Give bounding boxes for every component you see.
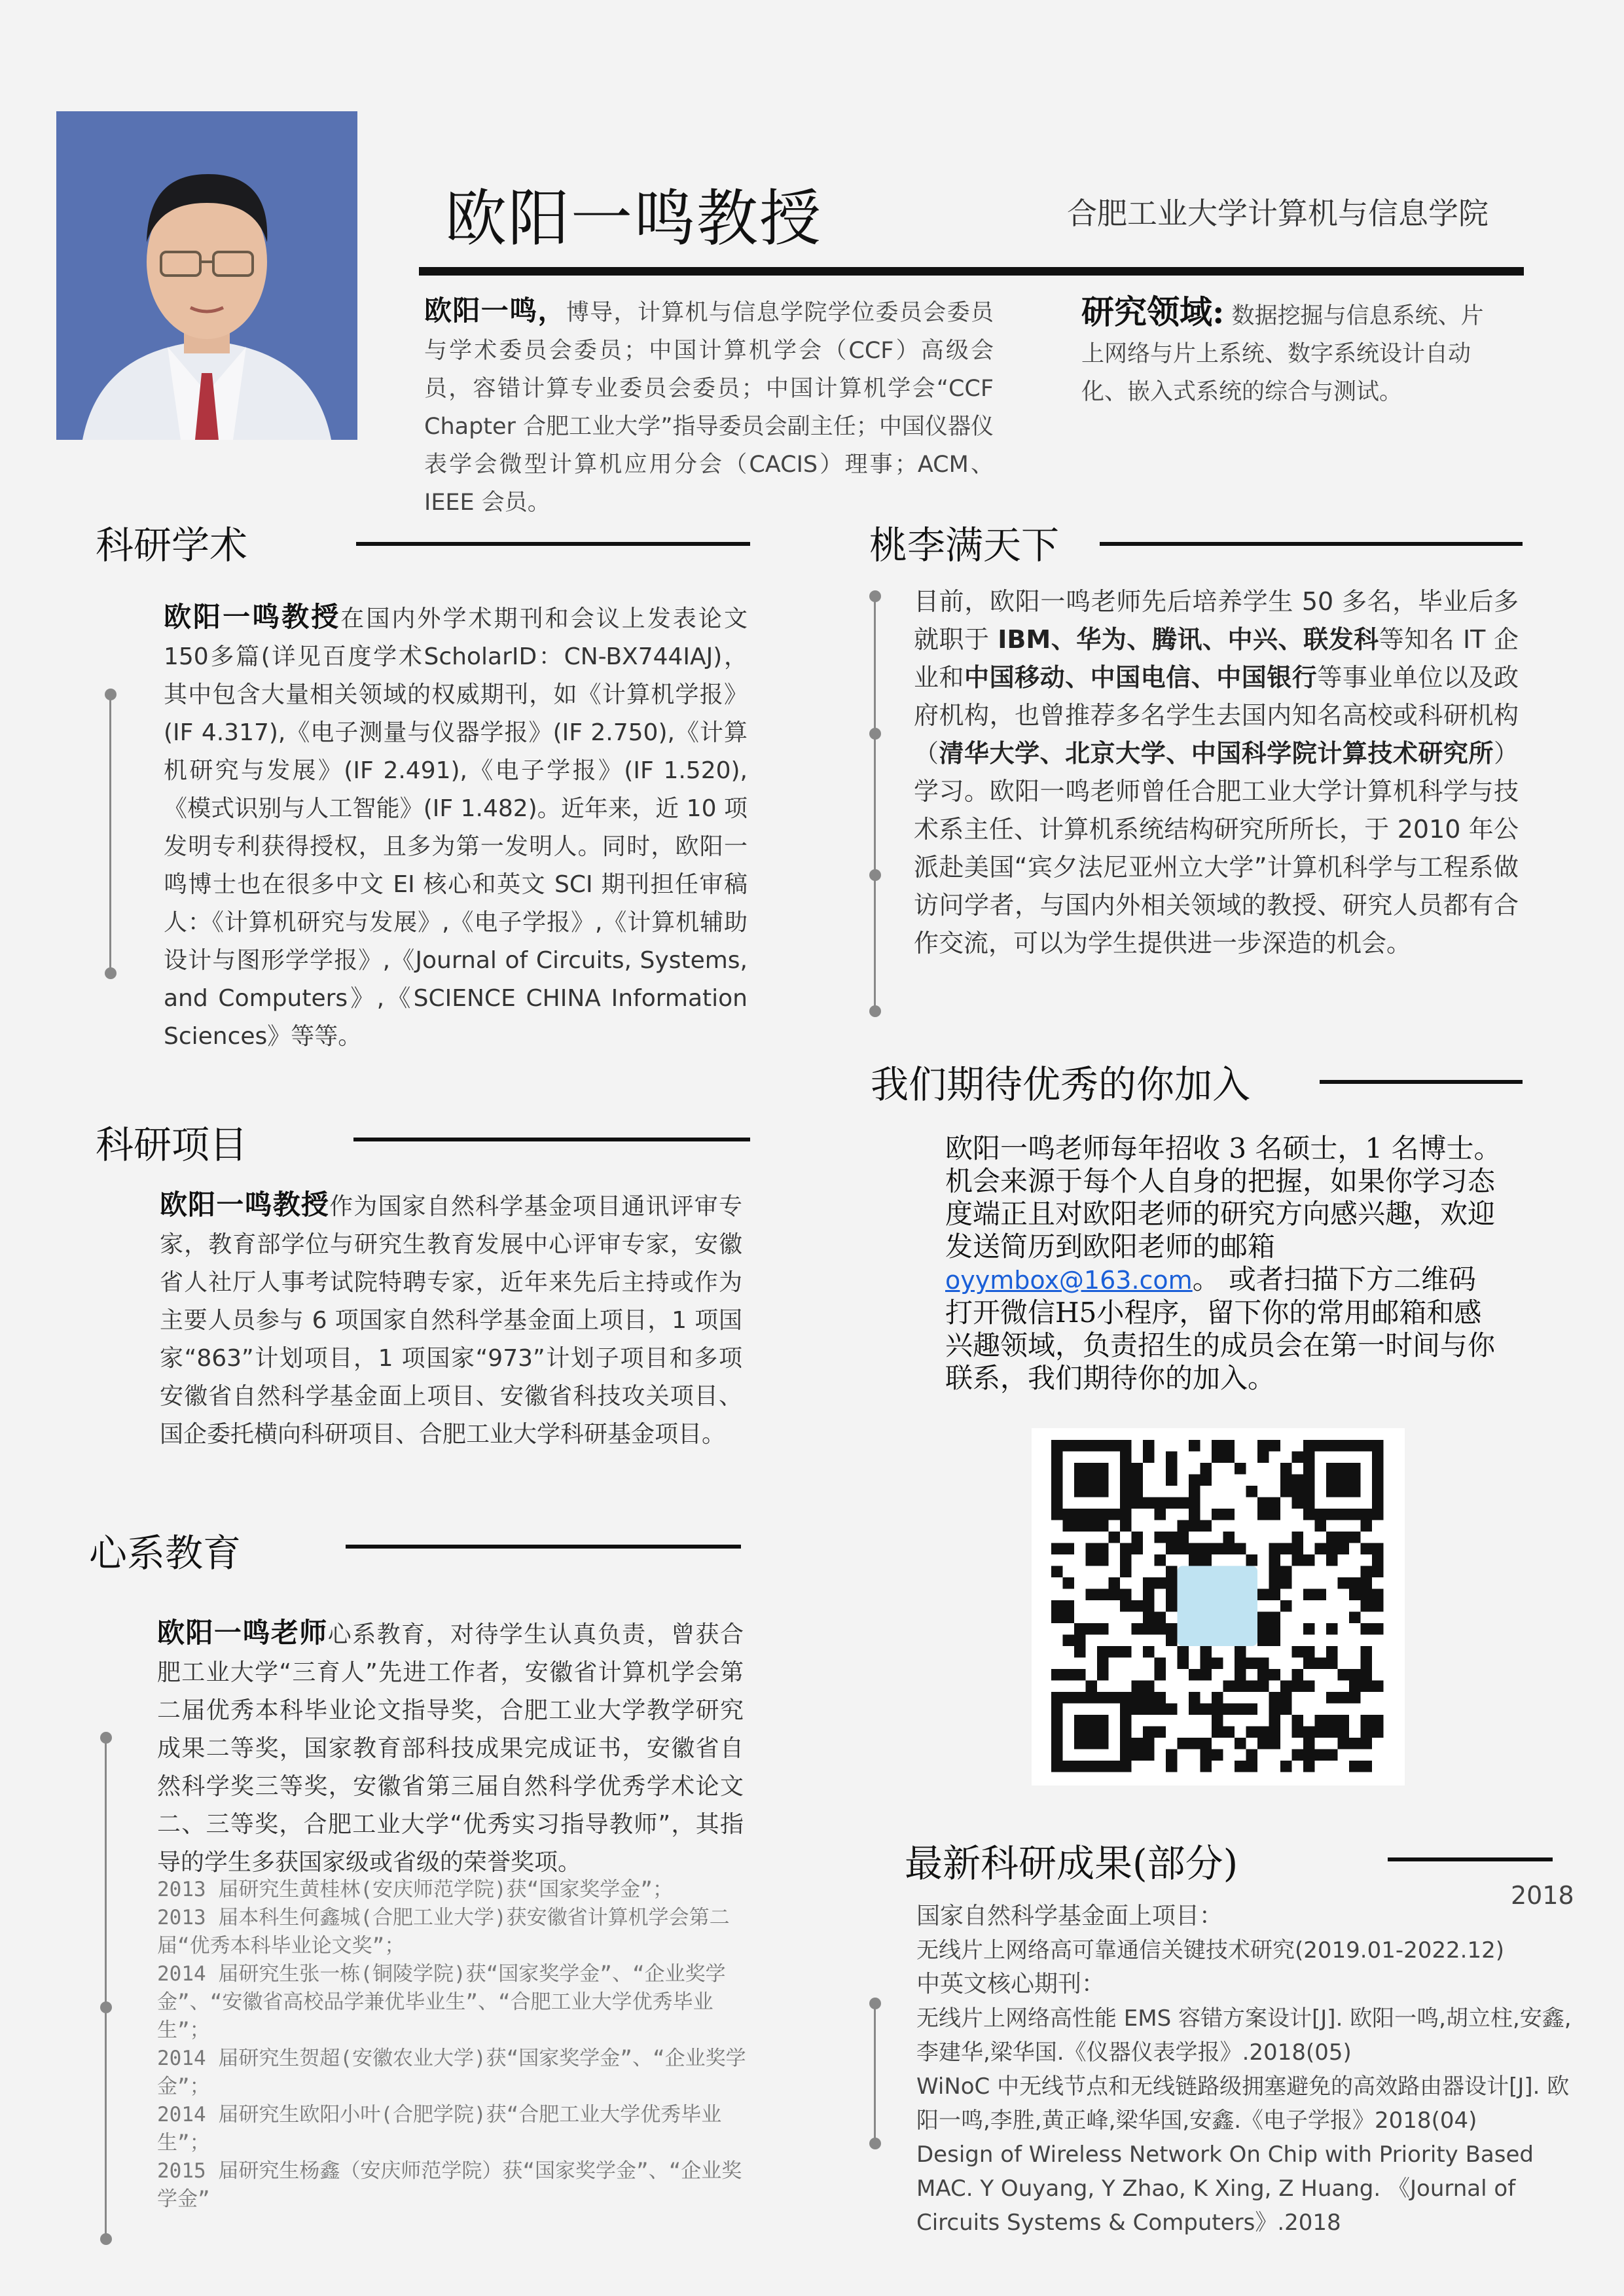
students-text: 目前，欧阳一鸣老师先后培养学生 50 多名，毕业后多就职于 (914, 587, 1519, 654)
section-divider (353, 1138, 750, 1141)
section-divider (1100, 542, 1523, 546)
email-link[interactable]: oyymbox@163.com (945, 1266, 1193, 1295)
academic-paragraph (164, 598, 748, 1056)
students-text: 等事业单位以及政府机构，也曾推荐多名学生去国内知名高校或科研机构（ (914, 663, 1519, 768)
section-divider (356, 542, 750, 546)
timeline-dot (869, 590, 881, 602)
projects-text: 作为国家自然科学基金项目通讯评审专家，教育部学位与研究生教育发展中心评审专家，安徽省人社厅人事考试院特聘专家，近年来先后主持或作为主要人员参与 6 项国家自然科学基金面上项目，1 项国家“863”计划项目，1 项国家“973”计划子项目和多项安徽省自然科学基金面上项目、安徽省科技攻关项目、国企委托横向科研项目、合肥工业大学科研基金项目。 (160, 1193, 742, 1448)
award-item: 2014 届研究生张一栋(铜陵学院)获“国家奖学金”、“企业奖学金”、“安徽省高校品学兼优毕业生”、“合肥工业大学优秀毕业生”； (157, 1962, 726, 2042)
academic-lead: 欧阳一鸣教授 (164, 601, 341, 633)
timeline-dot (869, 728, 881, 740)
research-fields (1081, 293, 1500, 411)
students-text: 等知名 IT 企业和 (914, 625, 1519, 692)
timeline-line (109, 694, 111, 975)
section-title-education: 心系教育 (89, 1531, 242, 1575)
profile-photo (56, 111, 357, 440)
results-nsf-item: 无线片上网络高可靠通信关键技术研究(2019.01-2022.12) (916, 1937, 1504, 1964)
award-item: 2015 届研究生杨鑫（安庆师范学院）获“国家奖学金”、“企业奖学金” (157, 2159, 742, 2211)
section-divider (346, 1545, 741, 1549)
timeline-dot (869, 1998, 881, 2009)
students-paragraph (914, 583, 1519, 962)
research-label: 研究领域: (1081, 293, 1225, 331)
intro-lead: 欧阳一鸣， (424, 295, 566, 327)
award-item: 2014 届研究生贺超(安徽农业大学)获“国家奖学金”、“企业奖学金”； (157, 2047, 746, 2098)
award-item: 2013 届本科生何鑫城(合肥工业大学)获安徽省计算机学会第二届“优秀本科毕业论文奖”； (157, 1906, 730, 1958)
timeline-dot (869, 2138, 881, 2149)
timeline-line (105, 1737, 107, 2241)
timeline-dot (105, 967, 117, 979)
intro-text: 博导，计算机与信息学院学位委员会委员与学术委员会委员；中国计算机学会（CCF）高级会员，容错计算专业委员会委员；中国计算机学会“CCF Chapter 合肥工业大学”指导委员会副主任；中国仪器仪表学会微型计算机应用分会（CACIS）理事；ACM、IEEE 会员。 (424, 300, 994, 516)
join-text: 欧阳一鸣老师每年招收 3 名硕士，1 名博士。机会来源于每个人自身的把握，如果你学习态度端正且对欧阳老师的研究方向感兴趣，欢迎发送简历到欧阳老师的邮箱 (945, 1132, 1502, 1263)
award-item: 2014 届研究生欧阳小叶(合肥学院)获“合肥工业大学优秀毕业生”； (157, 2103, 722, 2155)
paper-item: 无线片上网络高性能 EMS 容错方案设计[J]. 欧阳一鸣,胡立柱,安鑫,李建华,梁华国.《仪器仪表学报》.2018(05) (916, 2005, 1572, 2066)
awards-list (157, 1876, 746, 2214)
timeline-dot (869, 869, 881, 881)
section-divider (1388, 1857, 1553, 1861)
school-name: 合肥工业大学计算机与信息学院 (1067, 196, 1489, 231)
timeline-line (874, 596, 876, 1014)
results-nsf-label: 国家自然科学基金面上项目： (916, 1903, 1223, 1929)
timeline-dot (100, 1732, 112, 1744)
join-paragraph (945, 1132, 1502, 1395)
paper-item: WiNoC 中无线节点和无线链路级拥塞避免的高效路由器设计[J]. 欧阳一鸣,李胜,黄正峰,梁华国,安鑫.《电子学报》2018(04) (916, 2073, 1570, 2134)
timeline-dot (100, 2001, 112, 2013)
intro-paragraph (424, 292, 994, 522)
timeline-line (874, 2003, 876, 2147)
students-schools: 清华大学、北京大学、中国科学院计算技术研究所 (939, 739, 1494, 768)
education-paragraph (157, 1614, 744, 1882)
section-title-students: 桃李满天下 (869, 523, 1060, 567)
section-title-projects: 科研项目 (96, 1122, 248, 1167)
portrait-photo-icon (56, 111, 357, 440)
results-list (916, 1899, 1578, 2240)
students-companies: IBM、华为、腾讯、中兴、联发科 (998, 625, 1379, 654)
research-text: 数据挖掘与信息系统、片上网络与片上系统、数字系统设计自动化、嵌入式系统的综合与测试。 (1081, 303, 1484, 405)
projects-lead: 欧阳一鸣教授 (160, 1189, 330, 1221)
students-text: ）学习。欧阳一鸣老师曾任合肥工业大学计算机科学与技术系主任、计算机系统结构研究所所长，于 2010 年公派赴美国“宾夕法尼亚州立大学”计算机科学与工程系做访问学者，与国内外相关领域的教授、研究人员都有合作交流，可以为学生提供进一步深造的机会。 (914, 739, 1519, 958)
education-lead: 欧阳一鸣老师 (157, 1617, 328, 1649)
education-text: 心系教育，对待学生认真负责，曾获合肥工业大学“三育人”先进工作者，安徽省计算机学会第二届优秀本科毕业论文指导奖，合肥工业大学教学研究成果二等奖，国家教育部科技成果完成证书，安徽省自然科学奖三等奖，安徽省第三届自然科学优秀学术论文二、三等奖，合肥工业大学“优秀实习指导教师”，其指导的学生多获国家级或省级的荣誉奖项。 (157, 1621, 744, 1876)
page-title: 欧阳一鸣教授 (445, 183, 823, 255)
results-journal-label: 中英文核心期刊： (916, 1971, 1106, 1998)
timeline-dot (100, 2233, 112, 2245)
section-title-academic: 科研学术 (96, 523, 248, 567)
students-orgs: 中国移动、中国电信、中国银行 (964, 663, 1318, 692)
timeline-dot (869, 1005, 881, 1017)
timeline-dot (105, 689, 117, 700)
results-year: 2018 (1511, 1881, 1574, 1910)
academic-text: 在国内外学术期刊和会议上发表论文150多篇(详见百度学术ScholarID：CN-BX744IAJ)，其中包含大量相关领域的权威期刊，如《计算机学报》(IF 4.317),《电子测量与仪器学报》(IF 2.750),《计算机研究与发展》(IF 2.491),《电子学报》(IF 1.520),《模式识别与人工智能》(IF 1.482)。近年来，近 10 项发明专利获得授权，且多为第一发明人。同时，欧阳一鸣博士也在很多中文 EI 核心和英文 SCI 期刊担任审稿人：《计算机研究与发展》,《电子学报》,《计算机辅助设计与图形学学报》,《Journal of Circuits, Systems, and Computers》,《SCIENCE CHINA Information Sciences》等等。 (164, 605, 748, 1050)
section-title-join: 我们期待优秀的你加入 (871, 1062, 1251, 1107)
header-divider (419, 267, 1524, 276)
section-divider (1320, 1080, 1523, 1084)
qr-code-icon[interactable] (1032, 1428, 1405, 1785)
section-title-results: 最新科研成果(部分) (905, 1841, 1238, 1886)
award-item: 2013 届研究生黄桂林(安庆师范学院)获“国家奖学金”； (157, 1878, 673, 1901)
projects-paragraph (160, 1186, 742, 1454)
paper-item: Design of Wireless Network On Chip with Priority Based MAC. Y Ouyang, Y Zhao, K Xing, Z Huang. 《Journal of Circuits Systems & Computers》.2018 (916, 2142, 1534, 2236)
join-text: 。 或者扫描下方二维码打开微信H5小程序，留下你的常用邮箱和感兴趣领域，负责招生的成员会在第一时间与你联系，我们期待你的加入。 (945, 1263, 1496, 1394)
